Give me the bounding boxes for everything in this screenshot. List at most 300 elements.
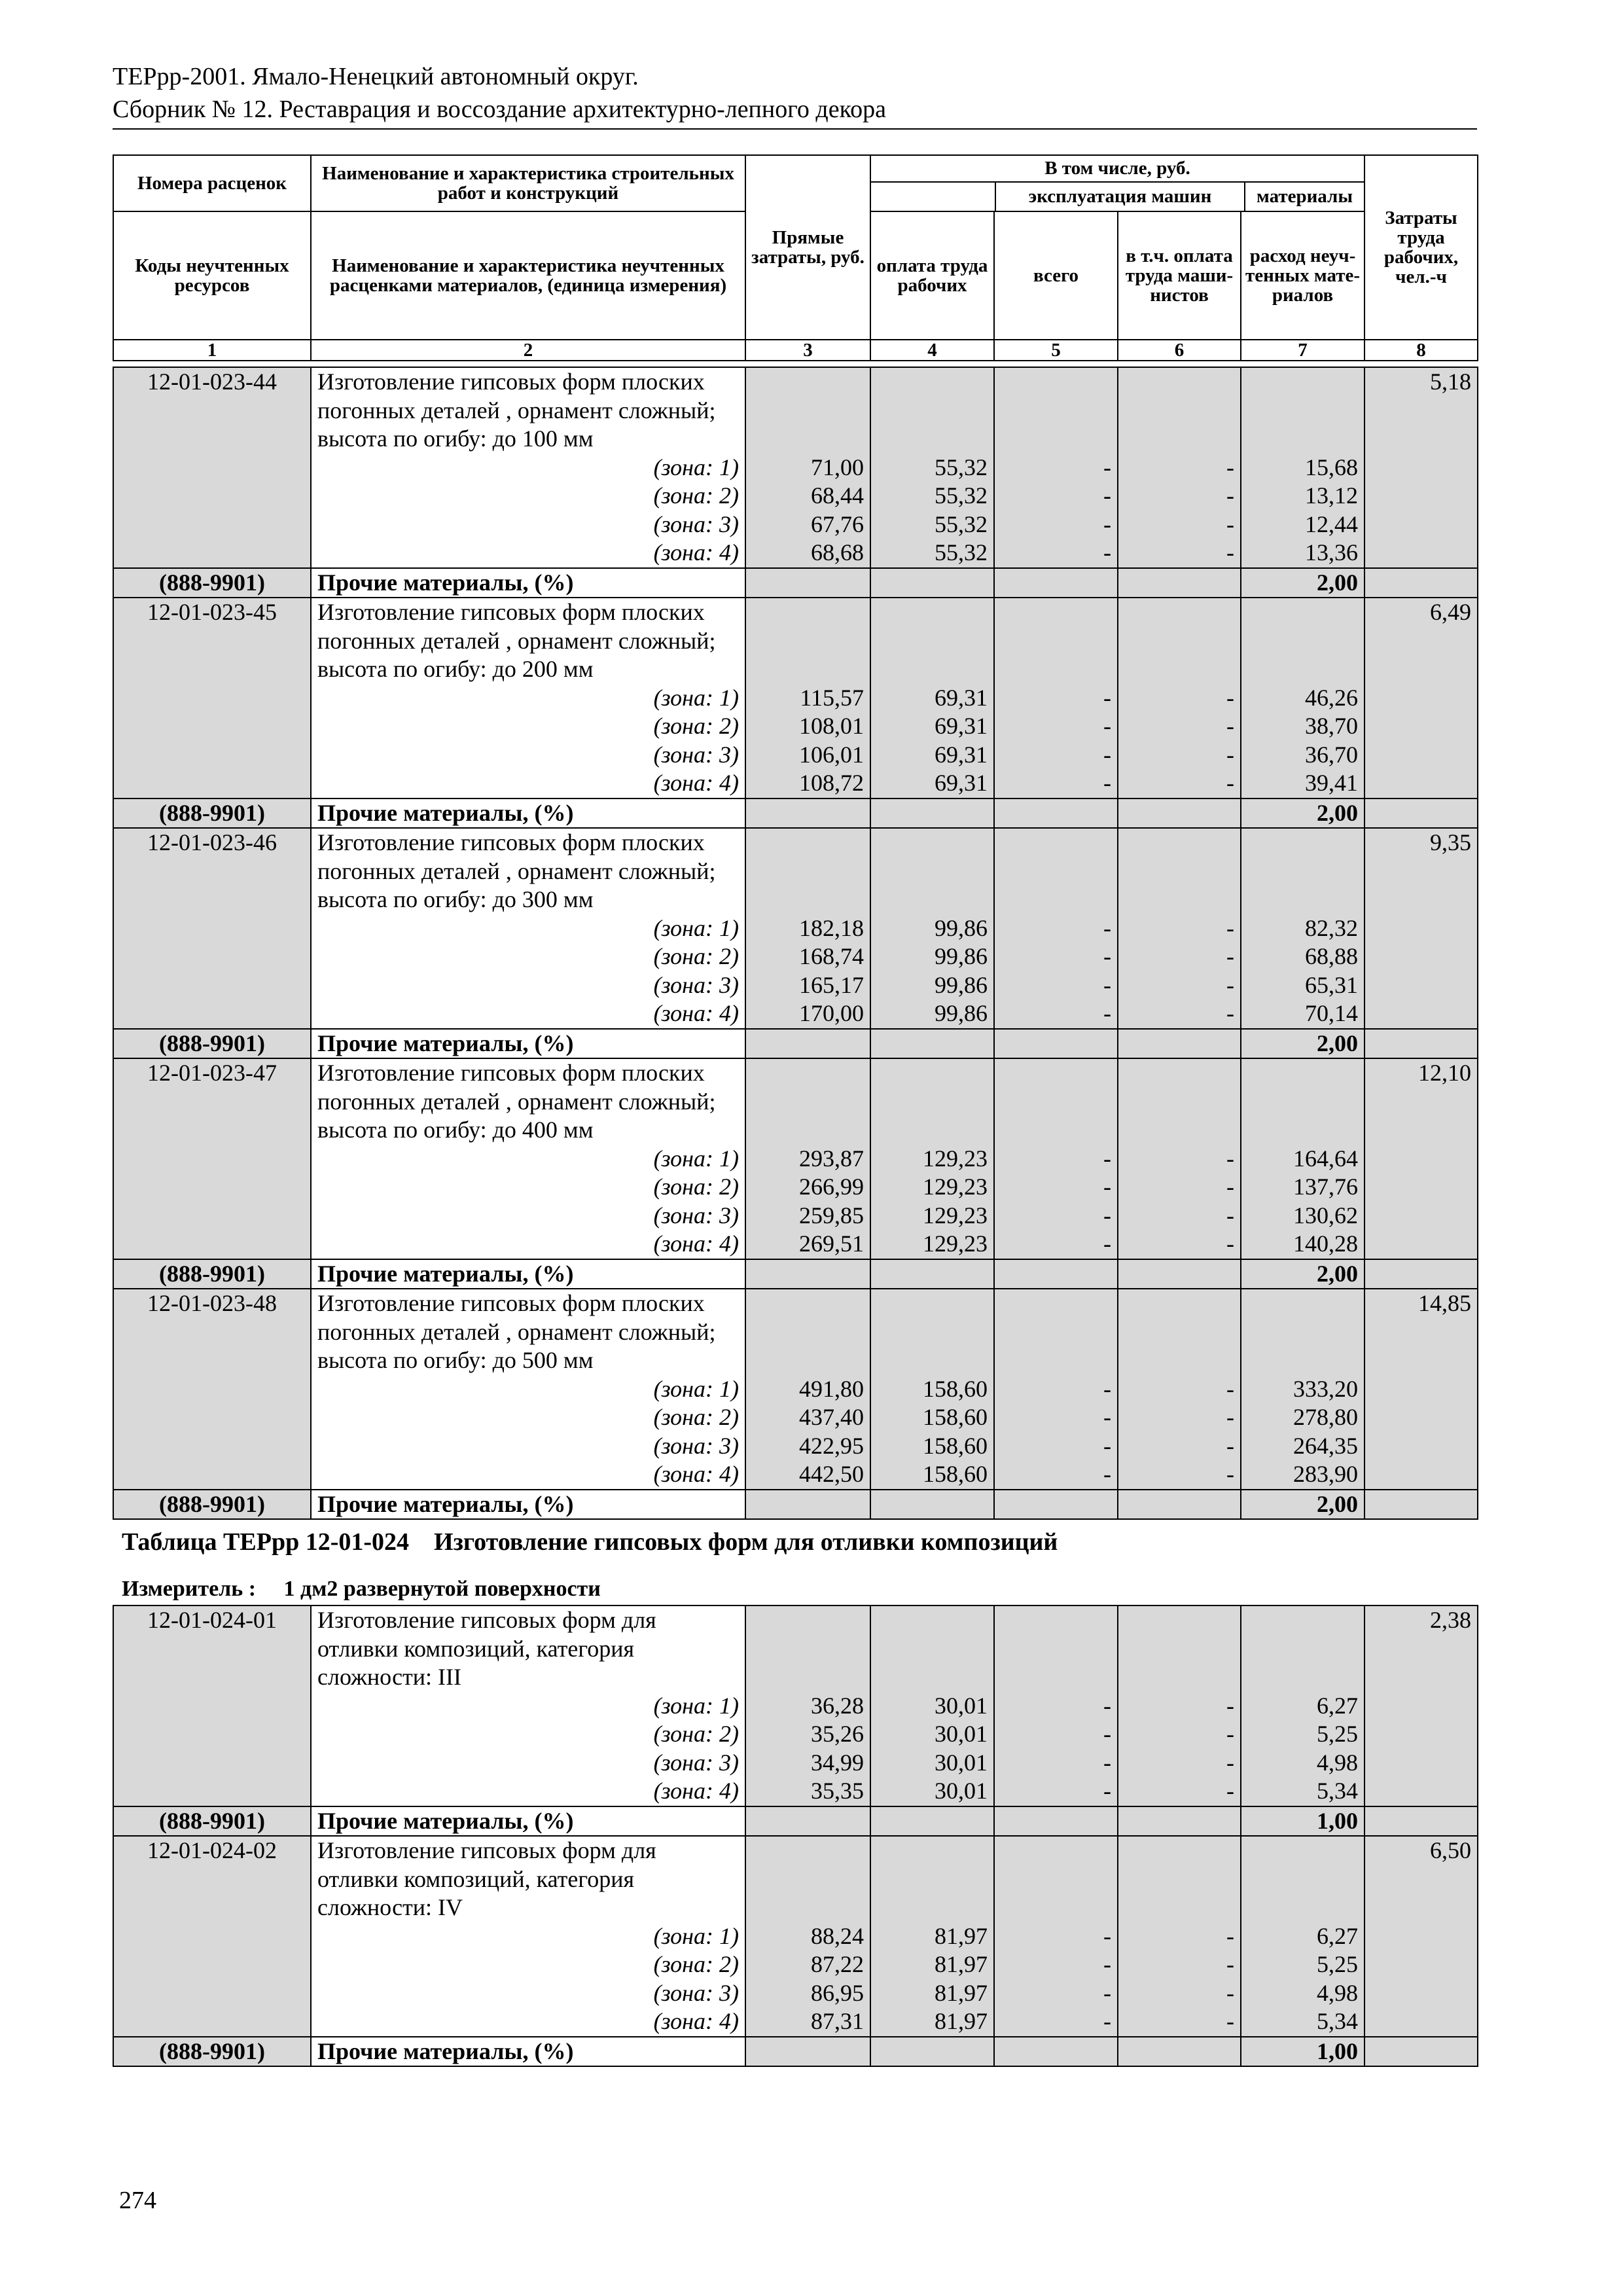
rate-description-line: отливки композиций, категория xyxy=(317,1865,635,1892)
materials-cost-cell xyxy=(1241,1836,1364,2037)
col-number-1: 1 xyxy=(113,340,311,361)
col-pay-header: оплата труда рабочих xyxy=(870,211,994,340)
worker-pay-cell xyxy=(870,1058,994,1259)
direct-cost: 168,74 xyxy=(799,943,864,969)
table-unit: Измеритель : 1 дм2 развернутой поверхности xyxy=(122,1577,601,1601)
worker-pay-cell xyxy=(870,598,994,798)
blank-line xyxy=(1247,627,1358,656)
resource-name: Прочие материалы, (%) xyxy=(311,1806,745,1837)
col-material-name-header: Наименование и характеристика неучтенных расценками материалов, (единица измерения) xyxy=(311,211,745,340)
col-number-5: 5 xyxy=(994,340,1118,361)
blank-line xyxy=(752,857,864,886)
direct-cost-cell xyxy=(745,598,870,798)
empty-cell xyxy=(870,1806,994,1837)
materials-cost-cell xyxy=(1241,598,1364,798)
worker-pay: 69,31 xyxy=(935,741,988,768)
zone-label: (зона: 4) xyxy=(653,770,739,796)
resource-name: Прочие материалы, (%) xyxy=(311,1490,745,1520)
blank-line xyxy=(877,1059,988,1088)
machinist-pay: - xyxy=(1226,482,1234,509)
col-number-6: 6 xyxy=(1118,340,1241,361)
blank-line xyxy=(1124,1837,1234,1865)
blank-line xyxy=(752,1318,864,1347)
materials-cost: 82,32 xyxy=(1305,914,1358,941)
machinist-pay-cell xyxy=(1118,828,1241,1029)
resource-row xyxy=(113,2037,1478,2067)
machines-total: - xyxy=(1103,1000,1111,1026)
blank-line xyxy=(877,627,988,656)
zone-label: (зона: 1) xyxy=(653,1375,739,1402)
page-number: 274 xyxy=(119,2187,156,2214)
materials-cost: 36,70 xyxy=(1305,741,1358,768)
machinist-pay: - xyxy=(1226,1404,1234,1430)
worker-pay: 129,23 xyxy=(923,1145,988,1172)
worker-pay: 99,86 xyxy=(935,1000,988,1026)
empty-cell xyxy=(1364,1029,1478,1059)
rate-description-line: Изготовление гипсовых форм плоских xyxy=(317,829,705,855)
zone-label: (зона: 1) xyxy=(653,1692,739,1719)
blank-line xyxy=(1124,857,1234,886)
materials-cost-cell xyxy=(1241,1605,1364,1806)
worker-pay: 99,86 xyxy=(935,914,988,941)
worker-pay: 69,31 xyxy=(935,684,988,711)
blank-line xyxy=(1001,1606,1111,1635)
blank-line xyxy=(1247,368,1358,397)
blank-line xyxy=(1247,1116,1358,1145)
zone-label: (зона: 4) xyxy=(653,1778,739,1804)
blank-line xyxy=(752,1663,864,1692)
machines-total: - xyxy=(1103,454,1111,480)
materials-cost: 65,31 xyxy=(1305,971,1358,998)
blank-line xyxy=(752,1088,864,1117)
blank-line xyxy=(1001,368,1111,397)
materials-cost: 4,98 xyxy=(1317,1979,1358,2006)
blank-line xyxy=(752,1837,864,1865)
empty-cell xyxy=(1118,1029,1241,1059)
empty-cell xyxy=(745,798,870,829)
materials-cost: 333,20 xyxy=(1293,1375,1358,1402)
materials-cost: 46,26 xyxy=(1305,684,1358,711)
zone-label: (зона: 3) xyxy=(653,1749,739,1776)
blank-line xyxy=(752,1606,864,1635)
blank-line xyxy=(752,1116,864,1145)
machinist-pay: - xyxy=(1226,1778,1234,1804)
blank-line xyxy=(1001,1346,1111,1375)
direct-cost: 108,72 xyxy=(799,770,864,796)
machines-total: - xyxy=(1103,1375,1111,1402)
materials-cost: 283,90 xyxy=(1293,1461,1358,1487)
labor-hours: 6,50 xyxy=(1364,1836,1478,2037)
blank-line xyxy=(1247,1606,1358,1635)
resource-code: (888-9901) xyxy=(113,1259,311,1289)
blank-line xyxy=(1001,1635,1111,1664)
machinist-pay: - xyxy=(1226,1174,1234,1200)
machinist-pay: - xyxy=(1226,914,1234,941)
worker-pay: 129,23 xyxy=(923,1174,988,1200)
direct-cost: 67,76 xyxy=(811,511,864,537)
machines-total: - xyxy=(1103,1145,1111,1172)
materials-cost: 264,35 xyxy=(1293,1432,1358,1459)
table-title: Таблица ТЕРрр 12-01-024 Изготовление гипсовых форм для отливки композиций xyxy=(122,1528,1058,1556)
machinist-pay: - xyxy=(1226,511,1234,537)
resource-code: (888-9901) xyxy=(113,1029,311,1059)
machines-total: - xyxy=(1103,1404,1111,1430)
empty-cell xyxy=(1118,1259,1241,1289)
machinist-pay: - xyxy=(1226,1202,1234,1229)
blank-line xyxy=(1001,829,1111,857)
rates-table-023 xyxy=(113,367,1478,1520)
blank-line xyxy=(1247,1289,1358,1318)
empty-cell xyxy=(870,1259,994,1289)
materials-cost: 5,34 xyxy=(1317,2008,1358,2034)
blank-line xyxy=(1001,1318,1111,1347)
machinist-pay: - xyxy=(1226,1461,1234,1487)
blank-line xyxy=(1001,598,1111,627)
worker-pay: 30,01 xyxy=(935,1778,988,1804)
machines-total-cell xyxy=(994,1605,1118,1806)
blank-line xyxy=(1124,829,1234,857)
blank-line xyxy=(1124,425,1234,454)
empty-cell xyxy=(1364,798,1478,829)
labor-hours: 6,49 xyxy=(1364,598,1478,798)
machines-total: - xyxy=(1103,1174,1111,1200)
direct-cost: 36,28 xyxy=(811,1692,864,1719)
blank-line xyxy=(1124,1116,1234,1145)
rate-description xyxy=(311,598,745,798)
direct-cost: 34,99 xyxy=(811,1749,864,1776)
direct-cost: 87,22 xyxy=(811,1951,864,1977)
machinist-pay: - xyxy=(1226,1692,1234,1719)
worker-pay-cell xyxy=(870,1605,994,1806)
blank-line xyxy=(1247,1837,1358,1865)
machines-total: - xyxy=(1103,539,1111,565)
blank-line xyxy=(877,1318,988,1347)
rate-description-line: Изготовление гипсовых форм плоских xyxy=(317,1060,705,1086)
resource-name: Прочие материалы, (%) xyxy=(311,2037,745,2067)
labor-hours: 9,35 xyxy=(1364,828,1478,1029)
zone-label: (зона: 2) xyxy=(653,1174,739,1200)
machines-total: - xyxy=(1103,1979,1111,2006)
worker-pay: 129,23 xyxy=(923,1202,988,1229)
blank-line xyxy=(1124,1289,1234,1318)
worker-pay-cell xyxy=(870,1836,994,2037)
machinist-pay: - xyxy=(1226,1721,1234,1747)
resource-code: (888-9901) xyxy=(113,568,311,598)
materials-cost-cell xyxy=(1241,1058,1364,1259)
blank-line xyxy=(877,1088,988,1117)
rate-code: 12-01-023-46 xyxy=(113,828,311,1029)
labor-hours: 5,18 xyxy=(1364,367,1478,568)
materials-cost: 13,36 xyxy=(1305,539,1358,565)
direct-cost: 182,18 xyxy=(799,914,864,941)
materials-cost: 6,27 xyxy=(1317,1692,1358,1719)
zone-label: (зона: 3) xyxy=(653,1202,739,1229)
blank-line xyxy=(1247,1088,1358,1117)
machinist-pay: - xyxy=(1226,770,1234,796)
resource-code: (888-9901) xyxy=(113,2037,311,2067)
direct-cost-cell xyxy=(745,1058,870,1259)
worker-pay: 55,32 xyxy=(935,454,988,480)
empty-cell xyxy=(994,1490,1118,1520)
machines-total: - xyxy=(1103,482,1111,509)
worker-pay: 55,32 xyxy=(935,482,988,509)
machines-total-cell xyxy=(994,1836,1118,2037)
blank-line xyxy=(1247,1346,1358,1375)
blank-line xyxy=(877,368,988,397)
machinist-pay: - xyxy=(1226,1951,1234,1977)
rate-description xyxy=(311,1058,745,1259)
blank-line xyxy=(1247,1318,1358,1347)
zone-label: (зона: 2) xyxy=(653,1404,739,1430)
resource-name: Прочие материалы, (%) xyxy=(311,1029,745,1059)
empty-cell xyxy=(994,1806,1118,1837)
machinist-pay-cell xyxy=(1118,367,1241,568)
blank-line xyxy=(752,829,864,857)
blank-line xyxy=(1247,1865,1358,1894)
blank-line xyxy=(752,1289,864,1318)
resource-value: 1,00 xyxy=(1241,1806,1364,1837)
rates-table-023-body xyxy=(113,367,1478,1519)
machinist-pay: - xyxy=(1226,741,1234,768)
rate-description-line: высота по огибу: до 200 мм xyxy=(317,656,594,682)
zone-label: (зона: 2) xyxy=(653,1721,739,1747)
empty-cell xyxy=(1364,1806,1478,1837)
zone-label: (зона: 4) xyxy=(653,2008,739,2034)
col-work-name-header: Наименование и характеристика строительных работ и конструкций xyxy=(311,155,745,211)
blank-line xyxy=(752,1865,864,1894)
blank-line xyxy=(752,627,864,656)
blank-line xyxy=(1247,1635,1358,1664)
machinist-pay: - xyxy=(1226,971,1234,998)
zone-label: (зона: 3) xyxy=(653,741,739,768)
direct-cost-cell xyxy=(745,1836,870,2037)
empty-cell xyxy=(1364,1259,1478,1289)
direct-cost: 108,01 xyxy=(799,713,864,739)
zone-label: (зона: 2) xyxy=(653,1951,739,1977)
rates-table-024 xyxy=(113,1605,1478,2067)
resource-value: 2,00 xyxy=(1241,1490,1364,1520)
direct-cost: 259,85 xyxy=(799,1202,864,1229)
table-header xyxy=(113,154,1478,361)
rate-description-line: погонных деталей , орнамент сложный; xyxy=(317,397,716,423)
worker-pay-cell xyxy=(870,1289,994,1490)
rate-row xyxy=(113,367,1478,568)
materials-cost: 6,27 xyxy=(1317,1922,1358,1949)
blank-line xyxy=(1001,1116,1111,1145)
empty-cell xyxy=(994,798,1118,829)
empty-cell xyxy=(1118,1490,1241,1520)
blank-line xyxy=(1001,886,1111,914)
col-resource-codes-header: Коды неучтенных ресурсов xyxy=(113,211,311,340)
empty-cell xyxy=(745,1259,870,1289)
incl-header: В том числе, руб. xyxy=(871,156,1364,183)
rate-description-line: Изготовление гипсовых форм плоских xyxy=(317,599,705,625)
blank-line xyxy=(1124,1663,1234,1692)
machinist-pay-cell xyxy=(1118,1836,1241,2037)
rate-description-line: Изготовление гипсовых форм для xyxy=(317,1837,656,1863)
resource-value: 1,00 xyxy=(1241,2037,1364,2067)
machines-header: эксплуатация машин xyxy=(996,183,1245,211)
blank-line xyxy=(877,829,988,857)
materials-cost: 140,28 xyxy=(1293,1230,1358,1257)
blank-line xyxy=(1124,1606,1234,1635)
blank-line xyxy=(1001,1059,1111,1088)
blank-line xyxy=(1001,1837,1111,1865)
col-rate-number-header: Номера расценок xyxy=(113,155,311,211)
blank-line xyxy=(1124,368,1234,397)
blank-line xyxy=(877,1346,988,1375)
direct-cost: 68,44 xyxy=(811,482,864,509)
worker-pay: 81,97 xyxy=(935,2008,988,2034)
direct-cost: 68,68 xyxy=(811,539,864,565)
blank-line xyxy=(1001,425,1111,454)
machines-total-cell xyxy=(994,828,1118,1029)
empty-cell xyxy=(870,1490,994,1520)
empty-cell xyxy=(870,568,994,598)
rate-code: 12-01-023-44 xyxy=(113,367,311,568)
blank-line xyxy=(1124,397,1234,425)
blank-line xyxy=(1001,627,1111,656)
blank-line xyxy=(877,1635,988,1664)
machines-total: - xyxy=(1103,1922,1111,1949)
blank-line xyxy=(1124,598,1234,627)
blank-line xyxy=(752,397,864,425)
blank-line xyxy=(877,1116,988,1145)
machines-total: - xyxy=(1103,1951,1111,1977)
direct-cost: 35,35 xyxy=(811,1778,864,1804)
labor-hours: 12,10 xyxy=(1364,1058,1478,1259)
blank-line xyxy=(877,1893,988,1922)
blank-line xyxy=(1001,1893,1111,1922)
zone-label: (зона: 4) xyxy=(653,1230,739,1257)
worker-pay: 81,97 xyxy=(935,1979,988,2006)
blank-line xyxy=(752,655,864,684)
resource-code: (888-9901) xyxy=(113,1490,311,1520)
zone-label: (зона: 4) xyxy=(653,1000,739,1026)
machines-total: - xyxy=(1103,1461,1111,1487)
machinist-pay-cell xyxy=(1118,598,1241,798)
resource-row xyxy=(113,1490,1478,1520)
rate-row xyxy=(113,1836,1478,2037)
blank-line xyxy=(1001,397,1111,425)
resource-value: 2,00 xyxy=(1241,1029,1364,1059)
machines-total: - xyxy=(1103,1692,1111,1719)
machines-total: - xyxy=(1103,1721,1111,1747)
blank-line xyxy=(877,857,988,886)
direct-cost-cell xyxy=(745,828,870,1029)
zone-label: (зона: 4) xyxy=(653,1461,739,1487)
blank-line xyxy=(1001,857,1111,886)
rate-description-line: погонных деталей , орнамент сложный; xyxy=(317,1318,716,1345)
col-number-7: 7 xyxy=(1241,340,1364,361)
blank-line xyxy=(1124,627,1234,656)
blank-line xyxy=(1124,1346,1234,1375)
materials-cost: 68,88 xyxy=(1305,943,1358,969)
direct-cost: 87,31 xyxy=(811,2008,864,2034)
direct-cost: 170,00 xyxy=(799,1000,864,1026)
header-line-1: ТЕРрр-2001. Ямало-Ненецкий автономный округ. xyxy=(113,63,639,90)
blank-line xyxy=(752,1635,864,1664)
machines-total: - xyxy=(1103,1749,1111,1776)
direct-cost: 165,17 xyxy=(799,971,864,998)
machines-total: - xyxy=(1103,1230,1111,1257)
rates-table-024-body xyxy=(113,1605,1478,2066)
zone-label: (зона: 3) xyxy=(653,971,739,998)
machines-total: - xyxy=(1103,943,1111,969)
blank-line xyxy=(1124,1635,1234,1664)
blank-line xyxy=(752,368,864,397)
blank-line xyxy=(877,1865,988,1894)
resource-code: (888-9901) xyxy=(113,1806,311,1837)
col-direct-costs-header: Прямые затраты, руб. xyxy=(745,155,870,340)
blank-line xyxy=(1001,1663,1111,1692)
blank-line xyxy=(877,886,988,914)
resource-row xyxy=(113,1806,1478,1837)
blank-line xyxy=(1247,857,1358,886)
empty-cell xyxy=(870,2037,994,2067)
blank-line xyxy=(1247,425,1358,454)
empty-cell xyxy=(1118,568,1241,598)
materials-cost: 39,41 xyxy=(1305,770,1358,796)
blank-line xyxy=(1001,1865,1111,1894)
direct-cost: 437,40 xyxy=(799,1404,864,1430)
machinist-pay: - xyxy=(1226,539,1234,565)
direct-cost: 442,50 xyxy=(799,1461,864,1487)
direct-cost-cell xyxy=(745,1289,870,1490)
rate-description-line: погонных деталей , орнамент сложный; xyxy=(317,1088,716,1115)
empty-cell xyxy=(994,1259,1118,1289)
machinist-pay: - xyxy=(1226,1145,1234,1172)
direct-cost: 115,57 xyxy=(800,684,864,711)
zone-label: (зона: 1) xyxy=(653,1145,739,1172)
direct-cost-cell xyxy=(745,1605,870,1806)
rate-description xyxy=(311,367,745,568)
blank-line xyxy=(877,1837,988,1865)
worker-pay: 81,97 xyxy=(935,1922,988,1949)
machines-total: - xyxy=(1103,2008,1111,2034)
blank-line xyxy=(1247,397,1358,425)
direct-cost: 86,95 xyxy=(811,1979,864,2006)
col-number-2: 2 xyxy=(311,340,745,361)
rate-description-line: погонных деталей , орнамент сложный; xyxy=(317,857,716,884)
blank-line xyxy=(1247,598,1358,627)
blank-line xyxy=(752,1346,864,1375)
rate-description-line: Изготовление гипсовых форм плоских xyxy=(317,1290,705,1316)
blank-line xyxy=(877,655,988,684)
materials-cost-cell xyxy=(1241,367,1364,568)
materials-cost: 130,62 xyxy=(1293,1202,1358,1229)
worker-pay: 55,32 xyxy=(935,511,988,537)
rate-description-line: высота по огибу: до 300 мм xyxy=(317,886,594,912)
empty-cell xyxy=(870,1029,994,1059)
zone-label: (зона: 4) xyxy=(653,539,739,565)
blank-line xyxy=(877,598,988,627)
machinist-pay: - xyxy=(1226,1922,1234,1949)
materials-cost: 164,64 xyxy=(1293,1145,1358,1172)
blank-line xyxy=(1247,1893,1358,1922)
rate-description-line: погонных деталей , орнамент сложный; xyxy=(317,627,716,654)
worker-pay: 129,23 xyxy=(923,1230,988,1257)
col-materials-header: расход неуч-тенных мате-риалов xyxy=(1241,211,1364,340)
blank-line xyxy=(1124,1893,1234,1922)
blank-line xyxy=(752,886,864,914)
resource-value: 2,00 xyxy=(1241,568,1364,598)
direct-cost: 266,99 xyxy=(799,1174,864,1200)
resource-row xyxy=(113,1259,1478,1289)
machines-total: - xyxy=(1103,684,1111,711)
materials-cost: 13,12 xyxy=(1305,482,1358,509)
blank-line xyxy=(1001,1088,1111,1117)
